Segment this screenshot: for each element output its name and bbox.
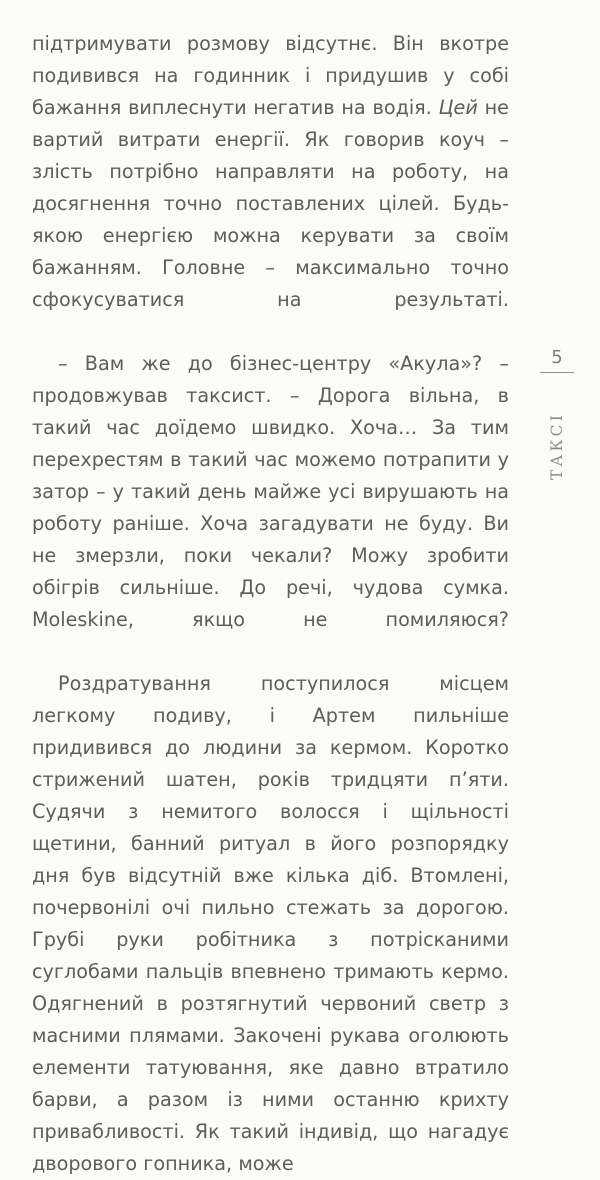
paragraph: – Вам же до бізнес-центру «Акула»? – продовжував таксист. – Дорога вільна, в такий час доїдемо швидко. Хоча… За тим перехрестям в такий час можемо потрапити у затор – у такий день майже усі вирушають на роботу раніше. Хоча загадувати не буду. Ви не змерзли, поки чекали? Можу зробити обігрів сильніше. До речі, чудова сумка. Moleskine, якщо не помиляюся?: [32, 352, 509, 631]
emphasized-word: Цей: [438, 96, 478, 119]
running-head: [542, 391, 572, 501]
body-text-column: [32, 28, 509, 1180]
folio-divider: [540, 372, 574, 373]
paragraph: Роздратування поступилося місцем легкому подиву, і Артем пильніше придивився до людини за кермом. Коротко стрижений шатен, років тридцяти п’яти. Судячи з немитого волосся і щільності щетини, банний ритуал в його розпорядку дня був відсутній вже кілька діб. Втомлені, почервонілі очі пильно стежать за дорогою. Грубі руки робітника з потрісканими суглобами пальців впевнено тримають кермо. Одягнений в розтягнутий червоний светр з масними плямами. Закочені рукава оголюють елементи татуювання, яке давно втратило барви, а разом із ними останню крихту привабливості. Як такий індивід, що нагадує дворового гопника, може: [32, 672, 509, 1175]
folio-block: [540, 348, 588, 501]
running-head-label: ТАКСІ: [548, 411, 566, 481]
paragraph: підтримувати розмову відсутнє. Він вкотре подивився на годинник і придушив у собі бажання виплеснути негатив на водія. Цей не вартий витрати енергії. Як говорив коуч – злість потрібно направляти на роботу, на досягнення точно поставлених цілей. Будь-якою енергією можна керувати за своїм бажанням. Головне – максимально точно сфокусуватися на результаті.: [32, 32, 509, 311]
page-number: 5: [551, 347, 563, 368]
